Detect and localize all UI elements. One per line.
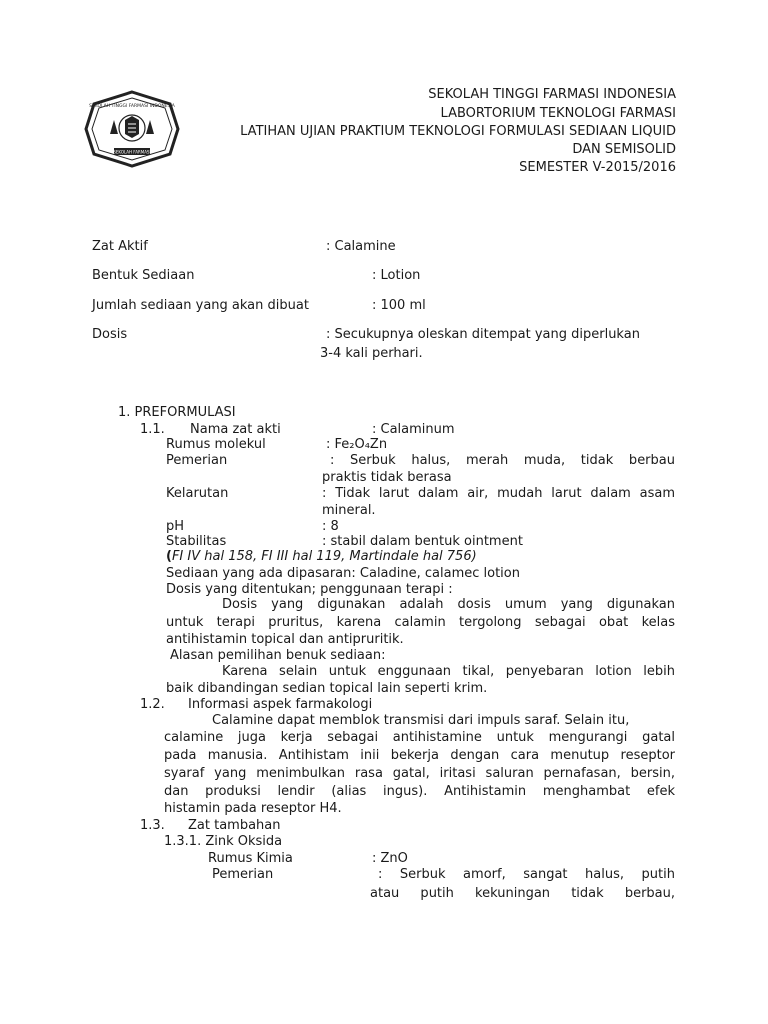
dosis-paragraph-line1: Dosis yang digunakan adalah dosis umum yang digunakan — [222, 597, 675, 612]
section-1-3-number: 1.3. — [140, 818, 165, 833]
dosis-paragraph-line3: antihistamin topical dan antipruritik. — [166, 632, 404, 647]
section-1-3-title: Zat tambahan — [188, 818, 281, 833]
zno-pemerian-value-cont: atau putih kekuningan tidak berbau, — [370, 886, 675, 901]
zat-aktif-label: Zat Aktif — [92, 239, 148, 254]
rumus-molekul-value: : Fe₂O₄Zn — [326, 437, 388, 452]
section-preformulasi-title: 1. PREFORMULASI — [118, 405, 236, 420]
header-exam-title: LATIHAN UJIAN PRAKTIUM TEKNOLOGI FORMULASI SEDIAAN LIQUID — [240, 124, 676, 139]
dosis-label: Dosis — [92, 327, 128, 342]
farmakologi-line3: pada manusia. Antihistam inii bekerja dengan cara menutup reseptor — [164, 748, 675, 763]
section-1-2-number: 1.2. — [140, 697, 165, 712]
zno-rumus-label: Rumus Kimia — [208, 851, 293, 866]
header-institution: SEKOLAH TINGGI FARMASI INDONESIA — [428, 87, 676, 102]
header-semester: SEMESTER V-2015/2016 — [519, 160, 676, 175]
farmakologi-line6: histamin pada reseptor H4. — [164, 801, 342, 816]
farmakologi-line5: dan produksi lendir (alias ingus). Antihistamin menghambat efek — [164, 784, 675, 799]
reference-open-paren: ( — [166, 549, 172, 564]
jumlah-sediaan-label: Jumlah sediaan yang akan dibuat — [92, 298, 309, 313]
reference-text: FI IV hal 158, FI III hal 119, Martindale hal 756) — [171, 549, 477, 564]
section-1-1-number: 1.1. — [140, 422, 165, 437]
reference-citation — [166, 548, 477, 565]
kelarutan-value: : Tidak larut dalam air, mudah larut dalam asam — [322, 486, 675, 501]
pemerian-label: Pemerian — [166, 453, 228, 468]
stabilitas-value: : stabil dalam bentuk ointment — [322, 534, 523, 549]
sediaan-dipasaran: Sediaan yang ada dipasaran: Caladine, calamec lotion — [166, 566, 520, 581]
rumus-molekul-label: Rumus molekul — [166, 437, 266, 452]
farmakologi-line2: calamine juga kerja sebagai antihistamine untuk mengurangi gatal — [164, 730, 675, 745]
section-1-2-title: Informasi aspek farmakologi — [188, 697, 373, 712]
farmakologi-line1: Calamine dapat memblok transmisi dari impuls saraf. Selain itu, — [212, 713, 630, 728]
alasan-paragraph-line1: Karena selain untuk enggunaan tikal, penyebaran lotion lebih — [222, 664, 675, 679]
header-exam-title-cont: DAN SEMISOLID — [572, 142, 676, 157]
nama-zat-label: Nama zat akti — [190, 422, 281, 437]
zno-rumus-value: : ZnO — [372, 851, 408, 866]
farmakologi-line4: syaraf yang menimbulkan rasa gatal, iritasi saluran pernafasan, bersin, — [164, 766, 675, 781]
section-1-3-1-title: 1.3.1. Zink Oksida — [164, 834, 283, 849]
alasan-pemilihan: Alasan pemilihan benuk sediaan: — [170, 648, 386, 663]
zno-pemerian-value: : Serbuk amorf, sangat halus, putih — [378, 867, 675, 882]
bentuk-sediaan-value: : Lotion — [372, 268, 421, 283]
dosis-value: : Secukupnya oleskan ditempat yang diperlukan — [326, 327, 640, 342]
header-lab: LABORTORIUM TEKNOLOGI FARMASI — [440, 106, 676, 121]
dosis-value-cont: 3-4 kali perhari. — [320, 346, 423, 361]
stabilitas-label: Stabilitas — [166, 534, 227, 549]
kelarutan-value-cont: mineral. — [322, 503, 376, 518]
zno-pemerian-label: Pemerian — [212, 867, 274, 882]
nama-zat-value: : Calaminum — [372, 422, 455, 437]
pemerian-value: : Serbuk halus, merah muda, tidak berbau — [330, 453, 675, 468]
institution-logo — [84, 90, 180, 168]
zat-aktif-value: : Calamine — [326, 239, 396, 254]
dosis-ditentukan: Dosis yang ditentukan; penggunaan terapi : — [166, 582, 453, 597]
ph-label: pH — [166, 519, 185, 534]
alasan-paragraph-line2: baik dibandingan sedian topical lain seperti krim. — [166, 681, 488, 696]
pemerian-value-cont: praktis tidak berasa — [322, 470, 452, 485]
svg-text:SEKOLAH FARMASI: SEKOLAH FARMASI — [113, 149, 151, 155]
bentuk-sediaan-label: Bentuk Sediaan — [92, 268, 195, 283]
jumlah-sediaan-value: : 100 ml — [372, 298, 426, 313]
svg-text:SEKOLAH TINGGI FARMASI INDONES: SEKOLAH TINGGI FARMASI INDONESIA — [89, 104, 175, 109]
ph-value: : 8 — [322, 519, 339, 534]
kelarutan-label: Kelarutan — [166, 486, 229, 501]
dosis-paragraph-line2: untuk terapi pruritus, karena calamin tergolong sebagai obat kelas — [166, 615, 675, 630]
